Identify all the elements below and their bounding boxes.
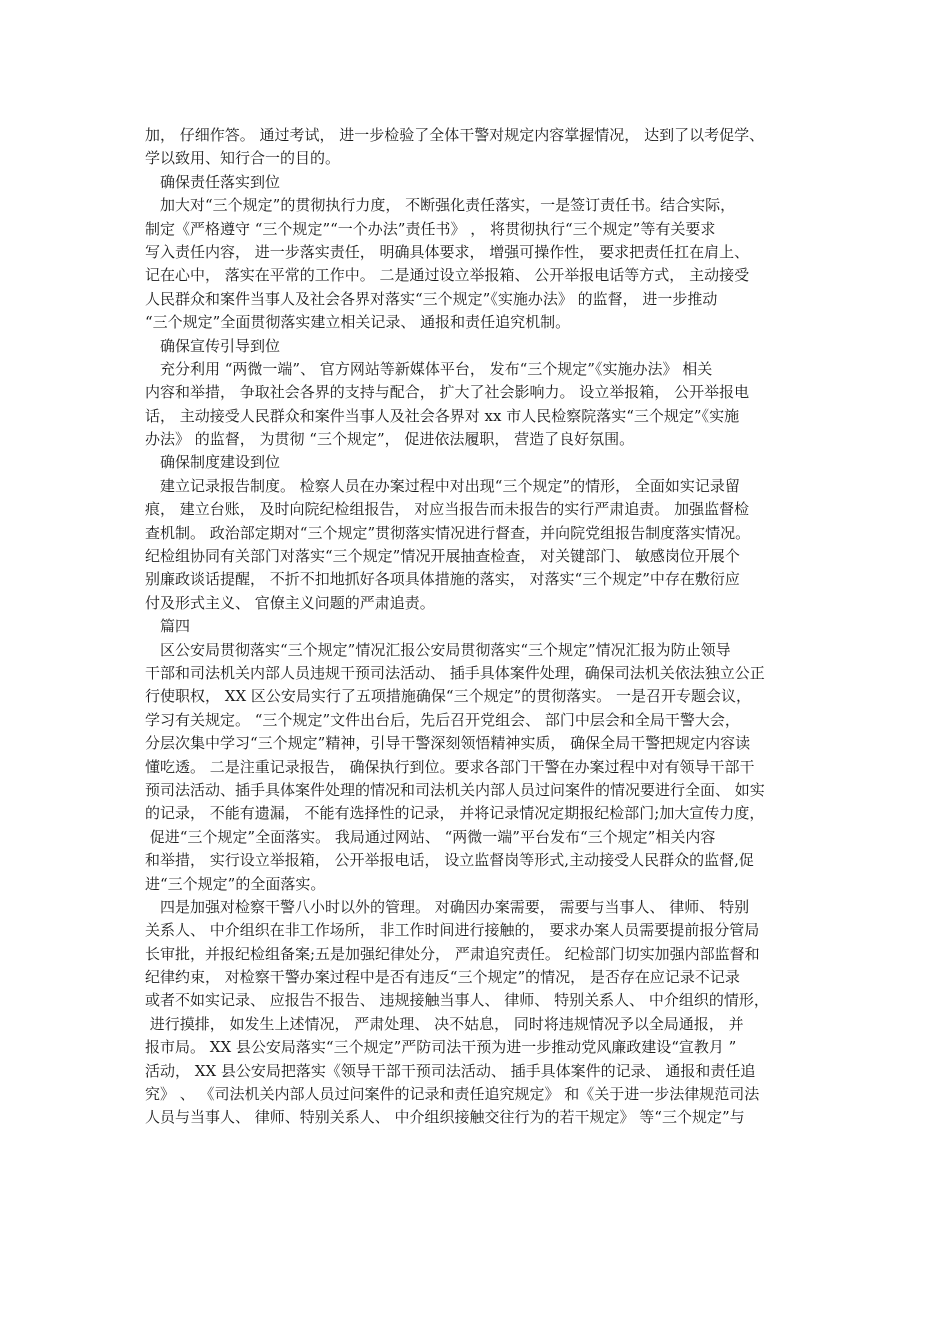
text-line: 行使职权， XX 区公安局实行了五项措施确保“三个规定”的贯彻落实。 一是召开专题会议， <box>145 687 752 706</box>
text-line: 四是加强对检察干警八小时以外的管理。 对确因办案需要， 需要与当事人、 律师、 特别 <box>160 897 750 916</box>
text-line: 充分利用 “两微一端”、 官方网站等新媒体平台， 发布“三个规定”《实施办法》 相关 <box>160 359 713 378</box>
text-line: 加大对“三个规定”的贯彻执行力度， 不断强化责任落实，一是签订责任书。结合实际， <box>160 196 736 215</box>
text-line: 活动， XX 县公安局把落实《领导干部干预司法活动、 插手具体案件的记录、 通报和责任追 <box>145 1061 756 1080</box>
text-line: 干部和司法机关内部人员违规干预司法活动、 插手具体案件处理，确保司法机关依法独立公正 <box>145 663 765 682</box>
text-line: 进行摸排， 如发生上述情况， 严肃处理、 决不姑息， 同时将违规情况予以全局通报， 并 <box>145 1014 744 1033</box>
text-line: 办法》 的监督， 为贯彻 “三个规定”， 促进依法履职， 营造了良好氛围。 <box>145 430 635 449</box>
text-line: 内容和举措， 争取社会各界的支持与配合， 扩大了社会影响力。 设立举报箱， 公开举报电 <box>145 383 750 402</box>
document-body <box>145 124 825 1130</box>
text-line: 话， 主动接受人民群众和案件当事人及社会各界对 xx 市人民检察院落实“三个规定”《实施 <box>145 406 740 425</box>
text-line: 记在心中， 落实在平常的工作中。 二是通过设立举报箱、 公开举报电话等方式， 主动接受 <box>145 266 750 285</box>
text-line: 学以致用、知行合一的目的。 <box>145 149 341 168</box>
text-line: 预司法活动、插手具体案件处理的情况和司法机关内部人员过问案件的情况要进行全面、 如实 <box>145 780 765 799</box>
text-line: 进“三个规定”的全面落实。 <box>145 874 326 893</box>
text-line: 纪律约束， 对检察干警办案过程中是否有违反“三个规定”的情况， 是否存在应记录不记录 <box>145 968 740 987</box>
text-line: 的记录， 不能有遗漏， 不能有选择性的记录， 并将记录情况定期报纪检部门;加大宣传力度， <box>145 804 765 823</box>
text-line: “三个规定”全面贯彻落实建立相关记录、 通报和责任追究机制。 <box>145 313 571 332</box>
text-line: 报市局。 XX 县公安局落实“三个规定”严防司法干预为进一步推动党风廉政建设“宣教月 ” <box>145 1038 737 1057</box>
text-line: 查机制。 政治部定期对“三个规定”贯彻落实情况进行督查，并向院党组报告制度落实情况。 <box>145 523 751 542</box>
text-line: 区公安局贯彻落实“三个规定”情况汇报公安局贯彻落实“三个规定”情况汇报为防止领导 <box>160 640 731 659</box>
text-line: 付及形式主义、 官僚主义问题的严肃追责。 <box>145 593 435 612</box>
text-line: 写入责任内容， 进一步落实责任， 明确具体要求， 增强可操作性， 要求把责任扛在肩上、 <box>145 242 750 261</box>
text-line: 究》 、 《司法机关内部人员过问案件的记录和责任追究规定》 和《关于进一步法律规范司法 <box>145 1085 760 1104</box>
text-line: 制定《严格遵守 “三个规定”“一个办法”责任书》 ， 将贯彻执行“三个规定”等有关要求 <box>145 219 716 238</box>
text-line: 学习有关规定。 “三个规定”文件出台后，先后召开党组会、 部门中层会和全局干警大会， <box>145 710 740 729</box>
text-line: 确保责任落实到位 <box>160 172 281 191</box>
text-line: 人员与当事人、 律师、特别关系人、 中介组织接触交往行为的若干规定》 等“三个规定”与 <box>145 1108 745 1127</box>
text-line: 促进“三个规定”全面落实。 我局通过网站、 “两微一端”平台发布“三个规定”相关内容 <box>145 827 716 846</box>
text-line: 懂吃透。 二是注重记录报告， 确保执行到位。要求各部门干警在办案过程中对有领导干部干 <box>145 757 755 776</box>
text-line: 建立记录报告制度。 检察人员在办案过程中对出现“三个规定”的情形， 全面如实记录留 <box>160 476 740 495</box>
text-line: 加， 仔细作答。 通过考试， 进一步检验了全体干警对规定内容掌握情况， 达到了以考促学、 <box>145 126 765 144</box>
text-line: 篇四 <box>160 617 191 636</box>
text-line: 别廉政谈话提醒， 不折不扣地抓好各项具体措施的落实， 对落实“三个规定”中存在敷衍应 <box>145 570 740 589</box>
text-line: 分层次集中学习“三个规定”精神，引导干警深刻领悟精神实质， 确保全局干警把规定内容读 <box>145 734 751 753</box>
text-line: 人民群众和案件当事人及社会各界对落实“三个规定”《实施办法》 的监督， 进一步推动 <box>145 289 718 308</box>
text-line: 或者不如实记录、 应报告不报告、 违规接触当事人、 律师、 特别关系人、 中介组织的情形， <box>145 991 769 1010</box>
text-line: 和举措， 实行设立举报箱， 公开举报电话， 设立监督岗等形式,主动接受人民群众的监督,促 <box>145 851 754 870</box>
text-line: 痕， 建立台账， 及时向院纪检组报告， 对应当报告而未报告的实行严肃追责。 加强监督检 <box>145 500 750 519</box>
text-line: 确保宣传引导到位 <box>160 336 281 355</box>
text-line: 关系人、 中介组织在非工作场所， 非工作时间进行接触的， 要求办案人员需要提前报分管局 <box>145 921 760 940</box>
text-line: 确保制度建设到位 <box>160 453 281 472</box>
text-line: 长审批，并报纪检组备案;五是加强纪律处分， 严肃追究责任。 纪检部门切实加强内部监督和 <box>145 944 760 963</box>
text-line: 纪检组协同有关部门对落实“三个规定”情况开展抽查检查， 对关键部门、 敏感岗位开展个 <box>145 547 740 566</box>
